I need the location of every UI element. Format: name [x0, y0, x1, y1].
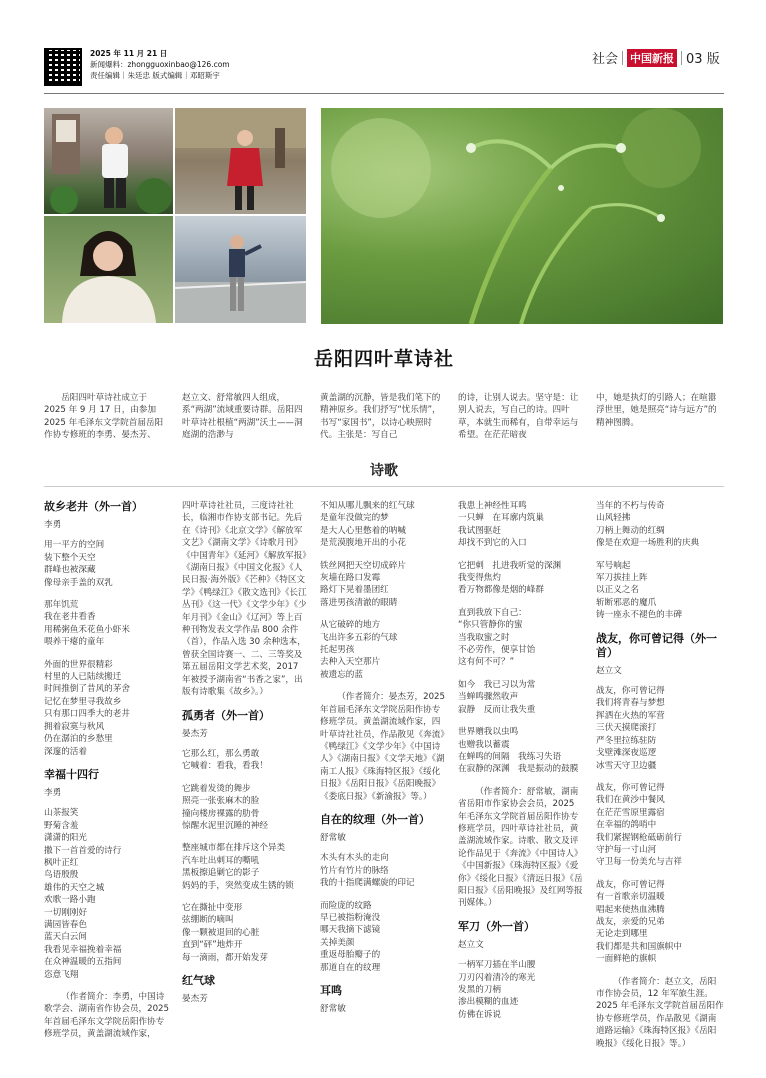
header-rule — [44, 93, 724, 94]
poem-line: 渗出模糊的血迹 — [458, 997, 519, 1008]
poem-author: 赵立文 — [458, 939, 484, 950]
poem-line: 潇潇的阳光 — [44, 833, 87, 844]
poem-line: 像母亲手盖的双乳 — [44, 577, 113, 588]
poem-line: 托起男孩 — [320, 645, 355, 656]
poem-line: 恣意飞翔 — [44, 969, 79, 980]
poem-line: 当我取蜜之时 — [458, 632, 510, 643]
poem-line: 我看见幸福挽着幸福 — [44, 944, 122, 955]
poem-line: 在寂静的深渊 我是振动的鼓膜 — [458, 764, 579, 775]
poem-line: 我们将青春与梦想 — [596, 698, 665, 709]
poem-line: 唱起来使热血沸腾 — [596, 904, 665, 915]
section-rule — [44, 486, 724, 487]
poem-line: 是大人心里憋着的呐喊 — [320, 525, 406, 536]
intro-text-5: 中，她是执灯的引路人；在喧嚣浮世里，她是照亮“诗与远方”的精神图腾。 — [596, 393, 717, 428]
poem-line: 飞出许多五彩的气球 — [320, 632, 398, 643]
poem-line: 它那么红，那么勇敢 — [182, 748, 260, 759]
poem-author: 李勇 — [44, 787, 62, 798]
poem-title: 孤勇者（外一首） — [182, 708, 270, 722]
poem-line: 整座城市都在排斥这个异类 — [182, 843, 286, 854]
poem-line: 我们都是共和国旗帜中 — [596, 941, 682, 952]
poem-title: 战友，你可曾记得（外一首） — [596, 631, 717, 659]
author-bio: （作者简介：晏杰芳，2025 年首届毛泽东文学院岳阳作协专修班学员。黄盖湖流域作家，四叶草诗社社员，作品散见《奔流》《鸭绿江》《文学少年》《中国诗人》《湖南日报》《文学天地》《湖南工人报》《珠海特区报》《绥化日报》《岳阳日报》《岳阳晚报》《娄底日报》《新渝报》等。） — [320, 692, 445, 802]
poem-line: 一切刚刚好 — [44, 907, 87, 918]
poem-line: 不知从哪儿飘来的红气球 — [320, 501, 415, 511]
poem-line: 惊醒水泥里沉睡的神经 — [182, 820, 268, 831]
poem-line: 拥着寂寞与秋风 — [44, 721, 105, 732]
poem-line: 我试图驱赶 — [458, 525, 501, 536]
poem-line: 那年饥荒 — [44, 600, 79, 611]
poem-line: 用一平方的空间 — [44, 540, 105, 551]
author-bio: （作者简介：舒常敏，湖南省岳阳市作家协会会员，2025 年毛泽东文学院首届岳阳作协专修班学员，四叶草诗社社员，黄盖湖流域作家。诗歌、散文及评论作品见于《奔流》《中国诗人》《中国新报》《珠海特区报》《爱你》《绥化日报》《清远日报》《岳阳日报》《岳阳晚报》及红网等报刊媒体。） — [458, 786, 583, 909]
poem-line: 重返母胎瓣子的 — [320, 950, 381, 961]
intro-col-1 — [44, 392, 168, 442]
poem-line: 刀刃闪着清冷的寒光 — [458, 972, 536, 983]
poem-line: 村里的人已陆续搬迁 — [44, 672, 122, 683]
poem-line: 装下整个天空 — [44, 552, 96, 563]
poem-line: 外面的世界很精彩 — [44, 659, 113, 670]
poem-title: 幸福十四行 — [44, 767, 99, 781]
poem-line: 直到我放下自己： — [458, 607, 527, 618]
poem-column-5 — [596, 500, 724, 1050]
poem-line: 竹片有竹片的脉络 — [320, 865, 389, 876]
poem-line: 欢歌一路小跑 — [44, 895, 96, 906]
poem-author: 舒常敏 — [320, 832, 346, 843]
poem-line: 铁丝网把天空切成碎片 — [320, 560, 406, 571]
poem-line: 用稀粥鱼禾花鱼小虾米 — [44, 624, 130, 635]
poem-line: 刀柄上舞动的红绸 — [596, 525, 665, 536]
poem-column-4 — [458, 500, 584, 1021]
poem-line: 这有何不可？” — [458, 657, 515, 668]
poem-line: 喂养干瘪的童年 — [44, 637, 105, 648]
poem-line: 早已被指粉淹没 — [320, 912, 381, 923]
poem-line: 哪天我摘下滤镜 — [320, 925, 381, 936]
poem-line: 那道自在的纹理 — [320, 962, 381, 973]
poem-line: 直到“砰”地炸开 — [182, 940, 243, 951]
poem-line: 寂静 反而让我失重 — [458, 704, 536, 715]
intro-text-1: 岳阳四叶草诗社成立于2025 年 9 月 17 日，由参加2025 年毛泽东文学院首届岳阳作协专修班的李勇、晏杰芳、 — [44, 393, 164, 441]
poem-line: 战友，你可曾记得 — [596, 879, 665, 890]
poem-line: 汽车吐出刺耳的嘶吼 — [182, 855, 260, 866]
poem-line: 严冬里拉练驻防 — [596, 735, 657, 746]
poem-line: 木头有木头的走向 — [320, 853, 389, 864]
poem-line: 它在撕扯中变形 — [182, 902, 243, 913]
poem-line: 群峰也被深藏 — [44, 565, 96, 576]
poem-title: 自在的纹理（外一首） — [320, 812, 430, 826]
photo-author-zhao-liwen — [175, 216, 306, 323]
poem-line: 守护每一寸山河 — [596, 844, 657, 855]
poem-line: 弦绷断的嘀叫 — [182, 915, 234, 926]
poem-line: 记忆在梦里寻我故乡 — [44, 696, 122, 707]
poem-line: 深邃的活着 — [44, 746, 87, 757]
poem-line: 野菊含羞 — [44, 820, 79, 831]
intro-col-4 — [458, 392, 582, 442]
poem-line: 像是在欢迎一场胜利的庆典 — [596, 538, 700, 549]
poem-line: 雄伟的天空之城 — [44, 882, 105, 893]
poem-line: 当蝉鸣骤然收声 — [458, 692, 519, 703]
poem-line: 有一首歌亲切温暖 — [596, 892, 665, 903]
poem-line: 黑板擦追剿它的影子 — [182, 868, 260, 879]
article-title: 岳阳四叶草诗社 — [313, 348, 454, 370]
poem-line: 军刀拔挂上阵 — [596, 573, 648, 584]
poem-line: 而险庞的纹路 — [320, 900, 372, 911]
poem-line: 当年的不朽与传奇 — [596, 501, 665, 511]
poem-line: 我们紧握钢枪砥砺前行 — [596, 832, 682, 843]
poem-line: 妈妈的手，突然变成生锈的锁 — [182, 880, 294, 891]
poem-line: 一面鲜艳的旗帜 — [596, 954, 657, 965]
poem-line: 在蝉鸣的间隔 我练习失语 — [458, 751, 562, 762]
poem-line: 蓝天白云间 — [44, 932, 87, 943]
poem-line: 仍在潺泊的乡愁里 — [44, 734, 113, 745]
poem-line: 它喊着：看我，看我！ — [182, 761, 268, 772]
poem-line: 山茶报笑 — [44, 808, 79, 819]
poem-line: 满园皆春色 — [44, 919, 87, 930]
poem-line: 我在老井看香 — [44, 612, 96, 623]
poem-line: 戈壁滩深夜巡逻 — [596, 748, 657, 759]
poem-line: 挥洒在火热的军营 — [596, 710, 665, 721]
intro-col-3 — [320, 392, 444, 442]
poem-author: 李勇 — [44, 520, 62, 530]
poem-line: 世界赠我以虫鸣 — [458, 727, 519, 738]
poem-line: 像一颗被退回的心脏 — [182, 927, 260, 938]
section-name: 社会 — [592, 52, 619, 67]
poem-line: 是荒漠腹地开出的小花 — [320, 538, 406, 549]
page-number: 03 版 — [686, 52, 720, 67]
header-meta — [90, 48, 230, 81]
poem-title: 故乡老井（外一首） — [44, 500, 143, 513]
poem-title: 红气球 — [182, 974, 215, 987]
poem-line: 撞向楼房裸露的肋骨 — [182, 808, 260, 819]
poem-line: 我患上神经性耳鸣 — [458, 501, 527, 511]
editors: 责任编辑｜朱廷忠 版式编辑｜邓昭斯宇 — [90, 71, 220, 80]
header-right — [592, 48, 720, 67]
poem-line: 时间推倒了昔风的茅舍 — [44, 684, 130, 695]
qr-code — [44, 48, 82, 86]
poem-line: 仿佛在诉说 — [458, 1009, 501, 1020]
poem-title: 军刀（外一首） — [458, 919, 535, 933]
poem-line: 我们在黄沙中餐风 — [596, 795, 665, 806]
poem-line: 看万物都像是烟的峰群 — [458, 585, 544, 596]
issue-date: 2025 年 11 月 21 日 — [90, 49, 168, 58]
poem-line: 每一滴雨，都开始发芽 — [182, 952, 268, 963]
poem-author: 晏杰芳 — [182, 728, 208, 739]
poem-line: 灰墙在路口发霉 — [320, 573, 381, 584]
intro-col-5 — [596, 392, 724, 429]
poem-line: 无论走到哪里 — [596, 929, 648, 940]
poem-line: 路灯下晃着墨团红 — [320, 585, 389, 596]
poem-line: 发黑的刀柄 — [458, 985, 501, 995]
newspaper-logo: 中国新报 — [627, 49, 677, 67]
poem-line: 我的十指爬满螺旋的印记 — [320, 878, 415, 889]
poem-line: “你只管静你的蜜 — [458, 620, 523, 631]
news-hotline: 新闻爆料：zhongguoxinbao@126.com — [90, 60, 230, 69]
poem-line: 在众神温暖的五指间 — [44, 957, 122, 968]
poem-line: 山风轻拂 — [596, 513, 631, 524]
poem-line: 只有那口四季大的老井 — [44, 709, 130, 720]
poem-line: 铸一座永不褪色的丰碑 — [596, 610, 682, 621]
poem-line: 它把刺 扎进我听觉的深渊 — [458, 560, 562, 571]
photo-clover-plant — [321, 108, 723, 324]
photo-author-shu-changmin — [44, 216, 173, 323]
author-bio: （作者简介：李勇，中国诗歌学会、湖南省作协会员，2025 年首届毛泽东文学院岳阳作协专修班学员，黄盖湖流域作家， — [44, 992, 169, 1040]
poem-line: 是童年没做完的梦 — [320, 513, 389, 524]
poem-line: 一只蝉 在耳廓内筑巢 — [458, 513, 544, 524]
poem-line: 鸟语殷殷 — [44, 870, 79, 881]
intro-col-2 — [182, 392, 306, 442]
photo-author-yan-jiefang — [175, 108, 306, 214]
photo-author-li-yong — [44, 108, 173, 214]
poem-line: 守卫每一份美允与吉祥 — [596, 857, 682, 868]
poem-line: 在茫茫雪原里露宿 — [596, 807, 665, 818]
poem-author: 赵立文 — [596, 665, 622, 676]
section-title-poetry: 诗歌 — [370, 463, 398, 479]
poem-line: 不必劳作，便享甘饴 — [458, 645, 536, 656]
poem-line: 斩断邪恶的魔爪 — [596, 597, 657, 608]
poem-line: 战友，亲爱的兄弟 — [596, 916, 665, 927]
poem-line: 却找不到它的入口 — [458, 538, 527, 549]
poem-title: 耳鸣 — [320, 984, 342, 997]
author-bio: （作者简介：赵立文，岳阳市作协会员，12 年军旅生涯。2025 年毛泽东文学院首届岳阳作协专修班学员，作品散见《湖南道路运输》《珠海特区报》《岳阳晚报》《绥化日报》等。） — [596, 976, 724, 1049]
poem-line: 被遗忘的蓝 — [320, 669, 363, 680]
poem-line: 如今 我已习以为常 — [458, 679, 536, 690]
poem-line: 战友，你可曾记得 — [596, 782, 665, 793]
poem-line: 战友，你可曾记得 — [596, 686, 665, 697]
poem-author: 晏杰芳 — [182, 994, 208, 1004]
author-bio-continued: 四叶草诗社社员，三度诗社社长，临湘市作协支部书记。先后在《诗刊》《北京文学》《解放军文艺》《湖南文学》《诗歌月刊》《中国青年》《延河》《解放军报》《湖南日报》《中国文化报》《人民日报·海外版》《芒种》《特区文学》《鸭绿江》《散文选刊》《长江丛刊》《这一代》《文学少年》《少年月刊》《金山》《辽河》等上百种刊物发表文学作品 800 余件（首），作品入选 30 余种选本，曾获全国诗赛一、二、三等奖及第五届岳阳文学艺术奖，2017 年被授予湖南省“书香之家”，出版有诗歌集《故乡》。） — [182, 501, 307, 698]
poem-line: 也赠我以蓄震 — [458, 739, 510, 750]
poem-line: 落进男孩清澈的眼睛 — [320, 597, 398, 608]
poem-column-1 — [44, 500, 170, 1041]
poem-line: 一柄军刀插在半山腰 — [458, 960, 536, 971]
poem-author: 舒常敏 — [320, 1004, 346, 1014]
poem-line: 以正义之名 — [596, 585, 639, 596]
poem-line: 枫叶正红 — [44, 857, 79, 868]
poem-line: 军号响起 — [596, 560, 631, 571]
poem-line: 我变得焦灼 — [458, 573, 501, 584]
intro-text-4: 的诗，让别人说去。坚守是：让别人说去，写自己的诗。四叶草，本就生而稀有，自带幸运与希望。在茫茫暗夜 — [458, 393, 579, 441]
poem-line: 撒下一首首爱的诗行 — [44, 845, 122, 856]
poem-line: 它跳着发烫的舞步 — [182, 783, 251, 794]
poem-line: 去种入天空那片 — [320, 657, 381, 668]
intro-text-2: 赵立文、舒常敏四人组成，系“两湖”流域重要诗群。岳阳四叶草诗社根植“两湖”沃土——洞庭湖的浩渺与 — [182, 393, 303, 441]
poem-line: 三伏天摸爬滚打 — [596, 723, 657, 734]
intro-text-3: 黄盖湖的沉静，皆是我们笔下的精神原乡。我们抒写“忧乐情”，书写“家国书”，以诗心映照时代。主张是：写自己 — [320, 393, 441, 441]
poem-line: 从它破碎的地方 — [320, 620, 381, 631]
poem-line: 冰雪天守卫边疆 — [596, 760, 657, 771]
poem-column-3 — [320, 500, 446, 1023]
poem-line: 关掉美颜 — [320, 937, 355, 948]
poem-column-2 — [182, 500, 308, 1013]
poem-line: 在幸福的鸽哨中 — [596, 820, 657, 831]
poem-line: 照亮一张张麻木的脸 — [182, 796, 260, 807]
